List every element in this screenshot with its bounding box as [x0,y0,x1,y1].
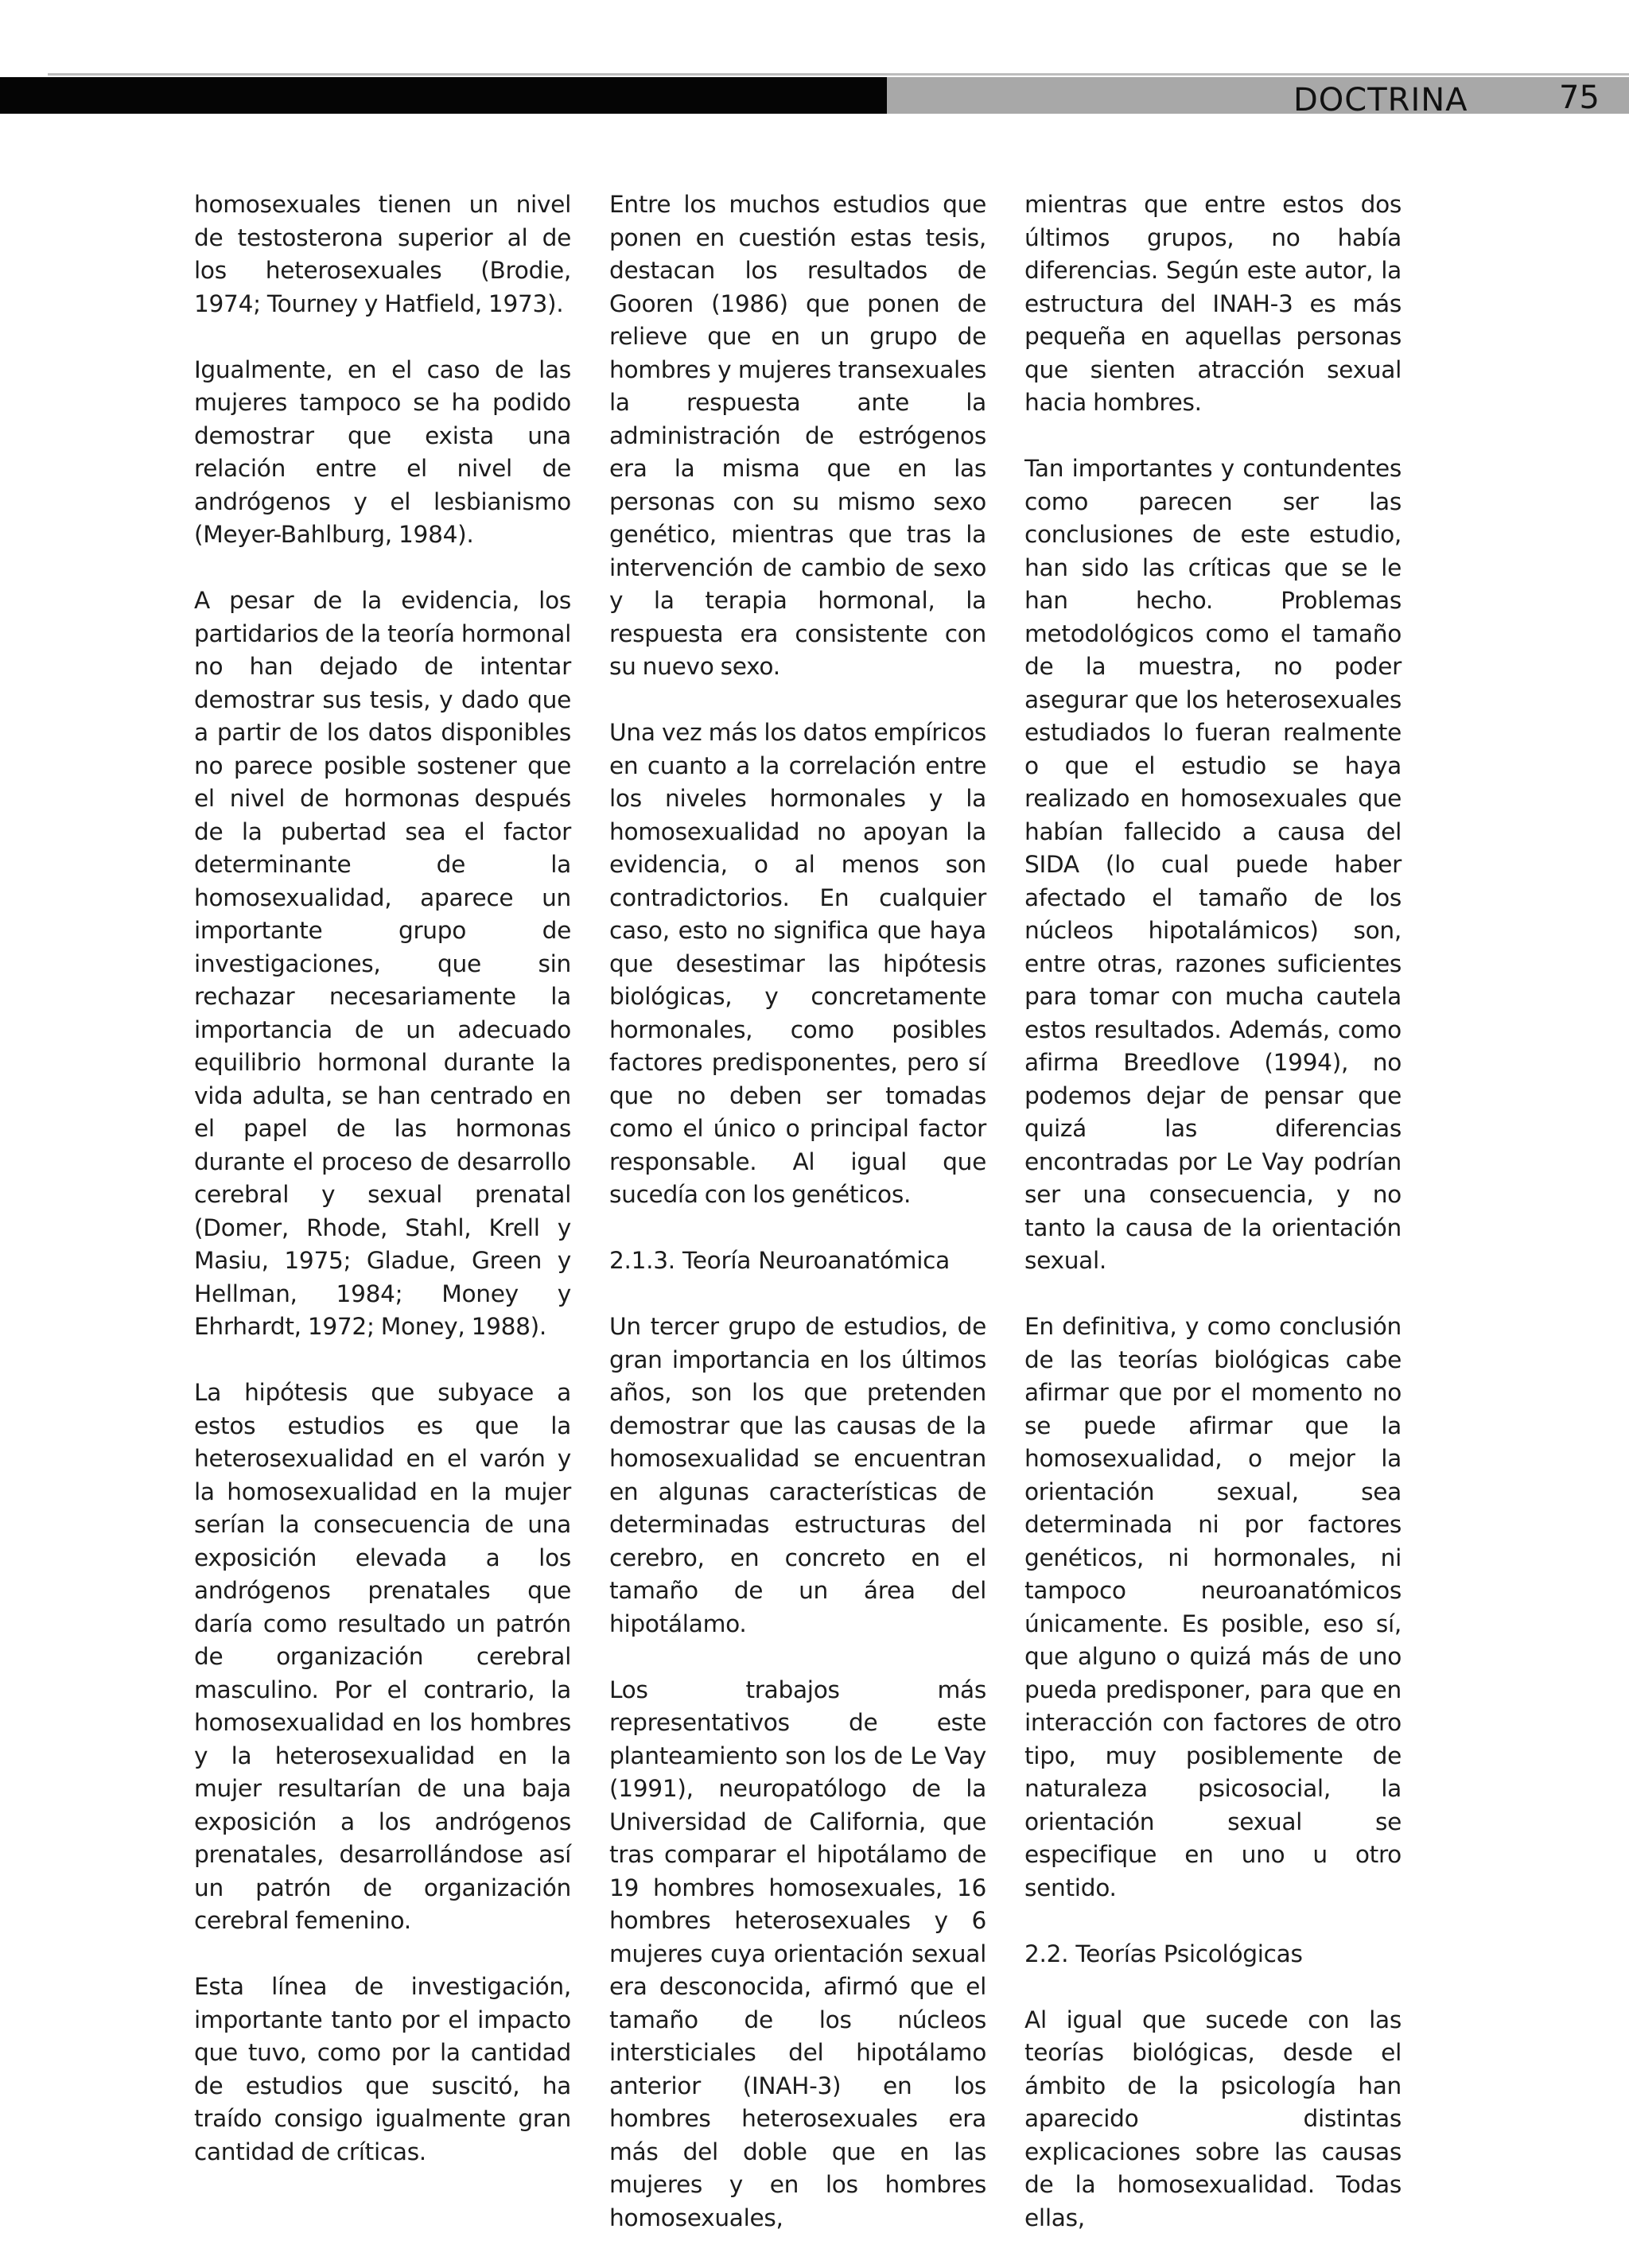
section-name: DOCTRINA [1293,82,1468,118]
text-column-3 [1024,188,1402,2268]
page-number: 75 [1559,80,1600,116]
paragraph: Esta línea de investigación, importante tanto por el impacto que tuvo, como por la cantidad de estudios que suscitó, ha traído consigo igualmente gran cantidad de críticas. [194,1973,571,2165]
paragraph: mientras que entre estos dos últimos grupos, no había diferencias. Según este autor, la estructura del INAH-3 es más pequeña en aquellas personas que sienten atracción sexual hacia hombres. [1024,191,1402,416]
paragraph: Entre los muchos estudios que ponen en cuestión estas tesis, destacan los resultados de Gooren (1986) que ponen de relieve que en un grupo de hombres y mujeres transexuales la respuesta ante la administración de estrógenos era la misma que en las personas con su mismo sexo genético, mientras que tras la intervención de cambio de sexo y la terapia hormonal, la respuesta era consistente con su nuevo sexo. [609,191,986,680]
page-header [0,0,1629,119]
paragraph: Los trabajos más representativos de este planteamiento son los de Le Vay (1991), neuropatólogo de la Universidad de California, que tras comparar el hipotálamo de 19 hombres homosexuales, 16 hombres heterosexuales y 6 mujeres cuya orientación sexual era desconocida, afirmó que el tamaño de los núcleos intersticiales del hipotálamo anterior (INAH-3) en los hombres heterosexuales era más del doble que en las mujeres y en los hombres homosexuales, [609,1676,986,2231]
paragraph: Igualmente, en el caso de las mujeres tampoco se ha podido demostrar que exista una relación entre el nivel de andrógenos y el lesbianismo (Meyer-Bahlburg, 1984). [194,355,571,548]
header-bar-black [0,77,887,114]
paragraph: Tan importantes y contundentes como parecen ser las conclusiones de este estudio, han sido las críticas que se le han hecho. Problemas metodológicos como el tamaño de la muestra, no poder asegurar que los heterosexuales estudiados lo fueran realmente o que el estudio se haya realizado en homosexuales que habían fallecido a causa del SIDA (lo cual puede haber afectado el tamaño de los núcleos hipotalámicos) son, entre otras, razones suficientes para tomar con mucha cautela estos resultados. Además, como afirma Breedlove (1994), no podemos dejar de pensar que quizá las diferencias encontradas por Le Vay podrían ser una consecuencia, y no tanto la causa de la orientación sexual. [1024,455,1402,1274]
paragraph: homosexuales tienen un nivel de testosterona superior al de los heterosexuales (Brodie, 1974; Tourney y Hatfield, 1973). [194,191,571,317]
section-heading: 2.1.3. Teoría Neuroanatómica [609,1247,950,1274]
paragraph: Un tercer grupo de estudios, de gran importancia en los últimos años, son los que pretenden demostrar que las causas de la homosexualidad se encuentran en algunas características de determinadas estructuras del cerebro, en concreto en el tamaño de un área del hipotálamo. [609,1313,986,1637]
paragraph: Una vez más los datos empíricos en cuanto a la correlación entre los niveles hormonales y la homosexualidad no apoyan la evidencia, o al menos son contradictorios. En cualquier caso, esto no significa que haya que desestimar las hipótesis biológicas, y concretamente hormonales, como posibles factores predisponentes, pero sí que no deben ser tomadas como el único o principal factor responsable. Al igual que sucedía con los genéticos. [609,719,986,1208]
text-column-1 [194,188,571,2202]
header-bar-gray [887,77,1629,114]
paragraph: La hipótesis que subyace a estos estudios es que la heterosexualidad en el varón y la homosexualidad en la mujer serían la consecuencia de una exposición elevada a los andrógenos prenatales que daría como resultado un patrón de organización cerebral masculino. Por el contrario, la homosexualidad en los hombres y la heterosexualidad en la mujer resultarían de una baja exposición a los andrógenos prenatales, desarrollándose así un patrón de organización cerebral femenino. [194,1379,571,1934]
text-column-2 [609,188,986,2268]
paragraph: A pesar de la evidencia, los partidarios de la teoría hormonal no han dejado de intentar demostrar sus tesis, y dado que a partir de los datos disponibles no parece posible sostener que el nivel de hormonas después de la pubertad sea el factor determinante de la homosexualidad, aparece un importante grupo de investigaciones, que sin rechazar necesariamente la importancia de un adecuado equilibrio hormonal durante la vida adulta, se han centrado en el papel de las hormonas durante el proceso de desarrollo cerebral y sexual prenatal (Domer, Rhode, Stahl, Krell y Masiu, 1975; Gladue, Green y Hellman, 1984; Money y Ehrhardt, 1972; Money, 1988). [194,587,571,1340]
paragraph: Al igual que sucede con las teorías biológicas, desde el ámbito de la psicología han aparecido distintas explicaciones sobre las causas de la homosexualidad. Todas ellas, [1024,2006,1402,2231]
header-rule [48,73,1629,76]
paragraph: En definitiva, y como conclusión de las teorías biológicas cabe afirmar que por el momento no se puede afirmar que la homosexualidad, o mejor la orientación sexual, sea determinada ni por factores genéticos, ni hormonales, ni tampoco neuroanatómicos únicamente. Es posible, eso sí, que alguno o quizá más de uno pueda predisponer, para que en interacción con factores de otro tipo, muy posiblemente de naturaleza psicosocial, la orientación sexual se especifique en uno u otro sentido. [1024,1313,1402,1901]
section-heading: 2.2. Teorías Psicológicas [1024,1940,1303,1967]
